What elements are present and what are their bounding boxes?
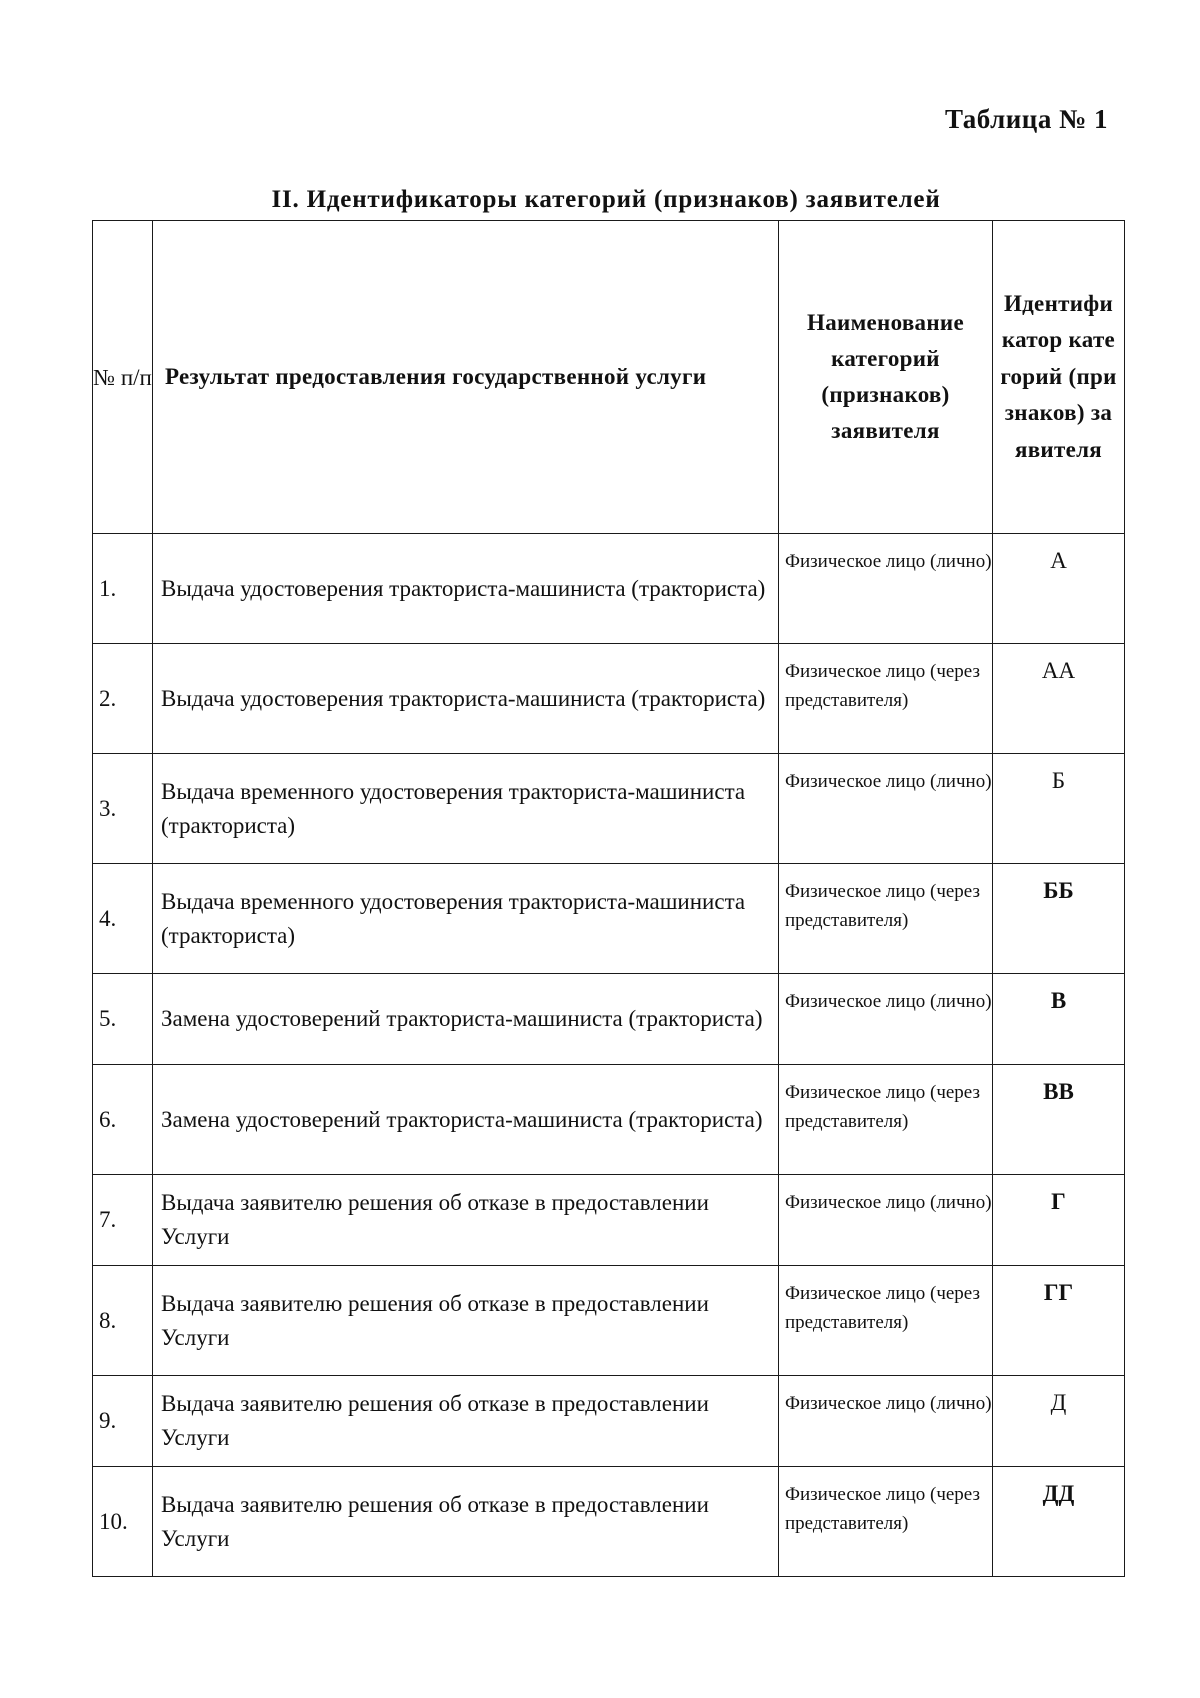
row-result: Выдача удостоверения тракториста-машиниста (тракториста) bbox=[153, 534, 779, 644]
table-row bbox=[93, 974, 1125, 1065]
row-num: 6. bbox=[93, 1065, 153, 1175]
row-category: Физическое лицо (через представителя) bbox=[779, 1266, 993, 1376]
row-category: Физическое лицо (лично) bbox=[779, 1175, 993, 1266]
table-row bbox=[93, 1065, 1125, 1175]
row-result: Выдача временного удостоверения тракториста-машиниста (тракториста) bbox=[153, 754, 779, 864]
row-num: 4. bbox=[93, 864, 153, 974]
table-header-row bbox=[93, 221, 1125, 534]
row-result: Выдача временного удостоверения тракториста-машиниста (тракториста) bbox=[153, 864, 779, 974]
document-heading: II. Идентификаторы категорий (признаков) заявителей bbox=[271, 186, 941, 213]
row-result: Выдача удостоверения тракториста-машиниста (тракториста) bbox=[153, 644, 779, 754]
row-identifier: А bbox=[993, 534, 1125, 644]
table-row bbox=[93, 1376, 1125, 1467]
table-number-label: Таблица № 1 bbox=[944, 104, 1108, 134]
row-category: Физическое лицо (лично) bbox=[779, 1376, 993, 1467]
row-identifier: ГГ bbox=[993, 1266, 1125, 1376]
header-num: № п/п bbox=[93, 221, 153, 534]
header-result: Результат предоставления государственной услуги bbox=[153, 221, 779, 534]
row-identifier: Д bbox=[993, 1376, 1125, 1467]
table-row bbox=[93, 864, 1125, 974]
row-category: Физическое лицо (через представителя) bbox=[779, 644, 993, 754]
table-row bbox=[93, 534, 1125, 644]
row-num: 5. bbox=[93, 974, 153, 1065]
row-identifier: АА bbox=[993, 644, 1125, 754]
row-result: Выдача заявителю решения об отказе в предоставлении Услуги bbox=[153, 1175, 779, 1266]
row-category: Физическое лицо (лично) bbox=[779, 754, 993, 864]
row-identifier: ББ bbox=[993, 864, 1125, 974]
row-identifier: ДД bbox=[993, 1467, 1125, 1577]
row-category: Физическое лицо (через представителя) bbox=[779, 1467, 993, 1577]
row-category: Физическое лицо (через представителя) bbox=[779, 1065, 993, 1175]
row-identifier: Б bbox=[993, 754, 1125, 864]
table-row bbox=[93, 644, 1125, 754]
row-num: 2. bbox=[93, 644, 153, 754]
table-row bbox=[93, 1175, 1125, 1266]
row-identifier: Г bbox=[993, 1175, 1125, 1266]
row-num: 1. bbox=[93, 534, 153, 644]
row-num: 9. bbox=[93, 1376, 153, 1467]
row-num: 7. bbox=[93, 1175, 153, 1266]
row-identifier: ВВ bbox=[993, 1065, 1125, 1175]
table-row bbox=[93, 1467, 1125, 1577]
header-identifier: Идентификатор категорий (признаков) заявителя bbox=[993, 221, 1125, 534]
row-result: Замена удостоверений тракториста-машиниста (тракториста) bbox=[153, 1065, 779, 1175]
row-result: Замена удостоверений тракториста-машиниста (тракториста) bbox=[153, 974, 779, 1065]
row-num: 8. bbox=[93, 1266, 153, 1376]
row-result: Выдача заявителю решения об отказе в предоставлении Услуги bbox=[153, 1467, 779, 1577]
row-result: Выдача заявителю решения об отказе в предоставлении Услуги bbox=[153, 1376, 779, 1467]
row-num: 10. bbox=[93, 1467, 153, 1577]
table-row bbox=[93, 1266, 1125, 1376]
row-category: Физическое лицо (лично) bbox=[779, 974, 993, 1065]
row-category: Физическое лицо (лично) bbox=[779, 534, 993, 644]
table-row bbox=[93, 754, 1125, 864]
row-num: 3. bbox=[93, 754, 153, 864]
row-result: Выдача заявителю решения об отказе в предоставлении Услуги bbox=[153, 1266, 779, 1376]
header-category: Наименование категорий (признаков) заявителя bbox=[779, 221, 993, 534]
row-identifier: В bbox=[993, 974, 1125, 1065]
row-category: Физическое лицо (через представителя) bbox=[779, 864, 993, 974]
categories-table bbox=[92, 220, 1125, 1577]
